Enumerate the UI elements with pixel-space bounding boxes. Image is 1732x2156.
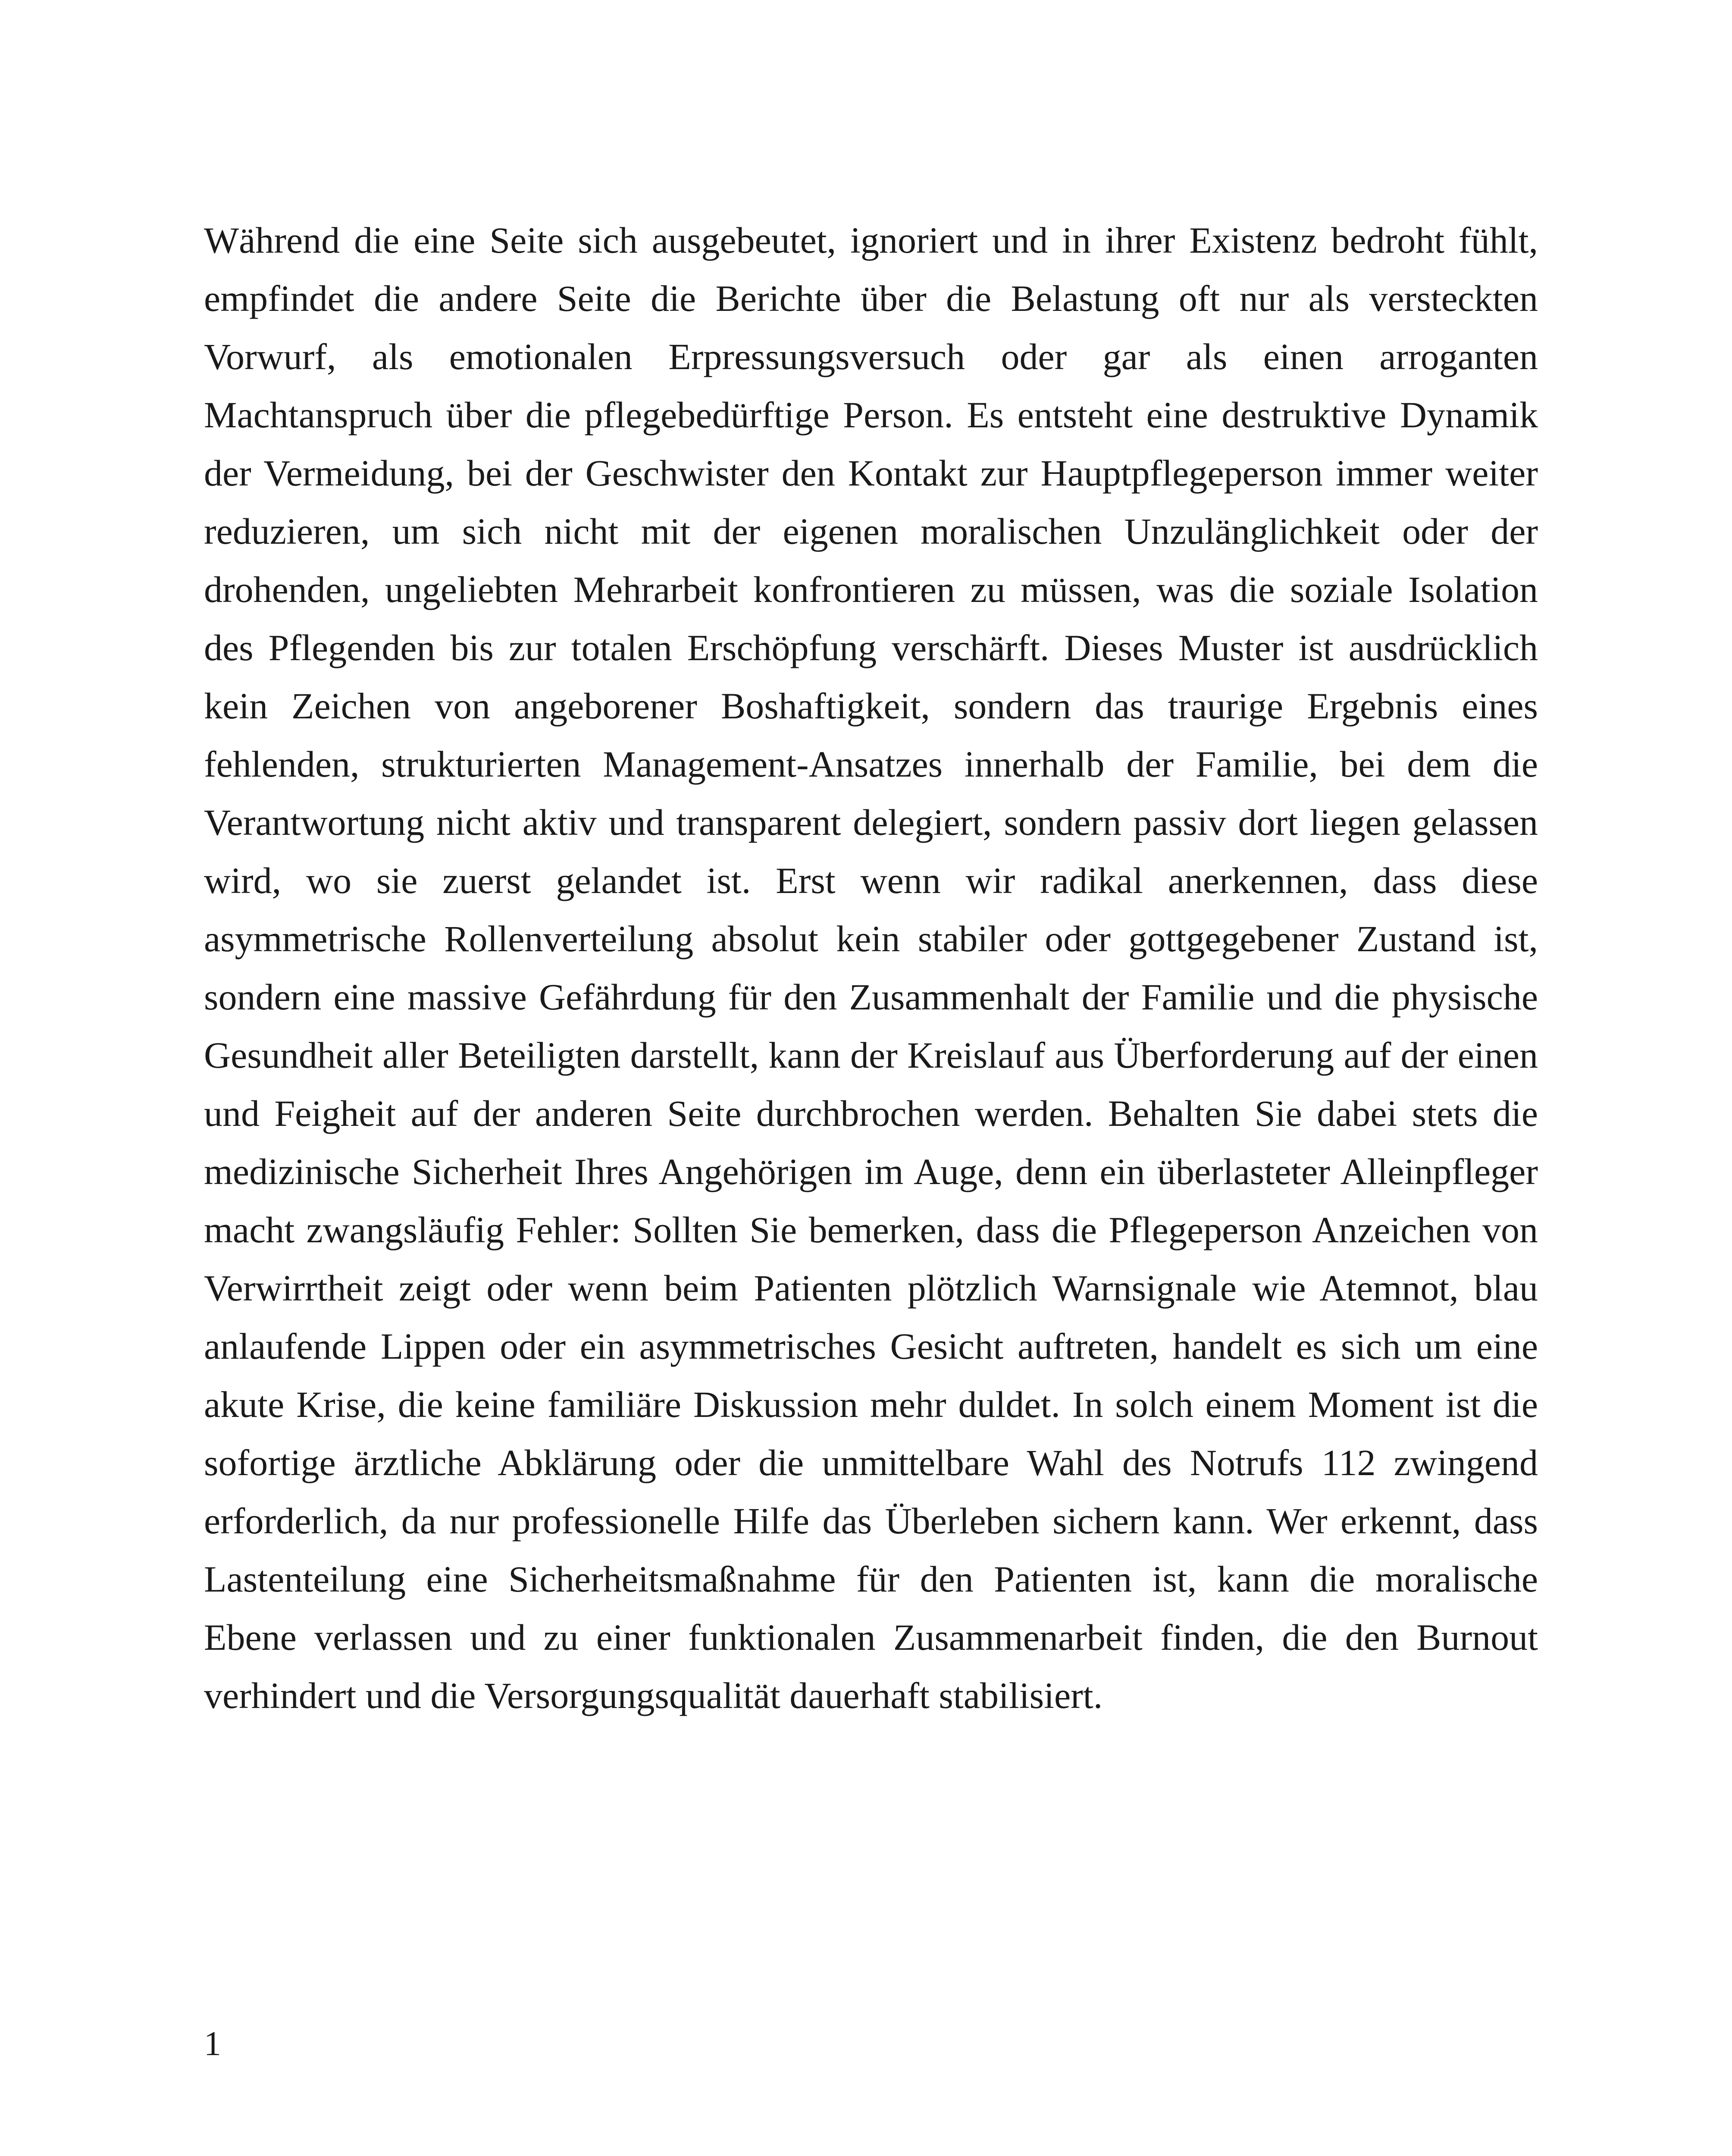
body-paragraph: Während die eine Seite sich ausgebeutet, ignoriert und in ihrer Existenz bedroht fühlt, empfindet die andere Seite die Berichte über die Belastung oft nur als versteckten Vorwurf, als emotionalen Erpressungsversuch oder gar als einen arroganten Machtanspruch über die pflegebedürftige Person. Es entsteht eine destruktive Dynamik der Vermeidung, bei der Geschwister den Kontakt zur Hauptpflegeperson immer weiter reduzieren, um sich nicht mit der eigenen moralischen Unzulänglichkeit oder der drohenden, ungeliebten Mehrarbeit konfrontieren zu müssen, was die soziale Isolation des Pflegenden bis zur totalen Erschöpfung verschärft. Dieses Muster ist ausdrücklich kein Zeichen von angeborener Boshaftigkeit, sondern das traurige Ergebnis eines fehlenden, strukturierten Management-Ansatzes innerhalb der Familie, bei dem die Verantwortung nicht aktiv und transparent delegiert, sondern passiv dort liegen gelassen wird, wo sie zuerst gelandet ist. Erst wenn wir radikal anerkennen, dass diese asymmetrische Rollenverteilung absolut kein stabiler oder gottgegebener Zustand ist, sondern eine massive Gefährdung für den Zusammenhalt der Familie und die physische Gesundheit aller Beteiligten darstellt, kann der Kreislauf aus Überforderung auf der einen und Feigheit auf der anderen Seite durchbrochen werden. Behalten Sie dabei stets die medizinische Sicherheit Ihres Angehörigen im Auge, denn ein überlasteter Alleinpfleger macht zwangsläufig Fehler: Sollten Sie bemerken, dass die Pflegeperson Anzeichen von Verwirrtheit zeigt oder wenn beim Patienten plötzlich Warnsignale wie Atemnot, blau anlaufende Lippen oder ein asymmetrisches Gesicht auftreten, handelt es sich um eine akute Krise, die keine familiäre Diskussion mehr duldet. In solch einem Moment ist die sofortige ärztliche Abklärung oder die unmittelbare Wahl des Notrufs 112 zwingend erforderlich, da nur professionelle Hilfe das Überleben sichern kann. Wer erkennt, dass Lastenteilung eine Sicherheitsmaßnahme für den Patienten ist, kann die moralische Ebene verlassen und zu einer funktionalen Zusammenarbeit finden, die den Burnout verhindert und die Versorgungsqualität dauerhaft stabilisiert.: [204, 219, 1538, 1716]
page-number: 1: [204, 2025, 221, 2063]
